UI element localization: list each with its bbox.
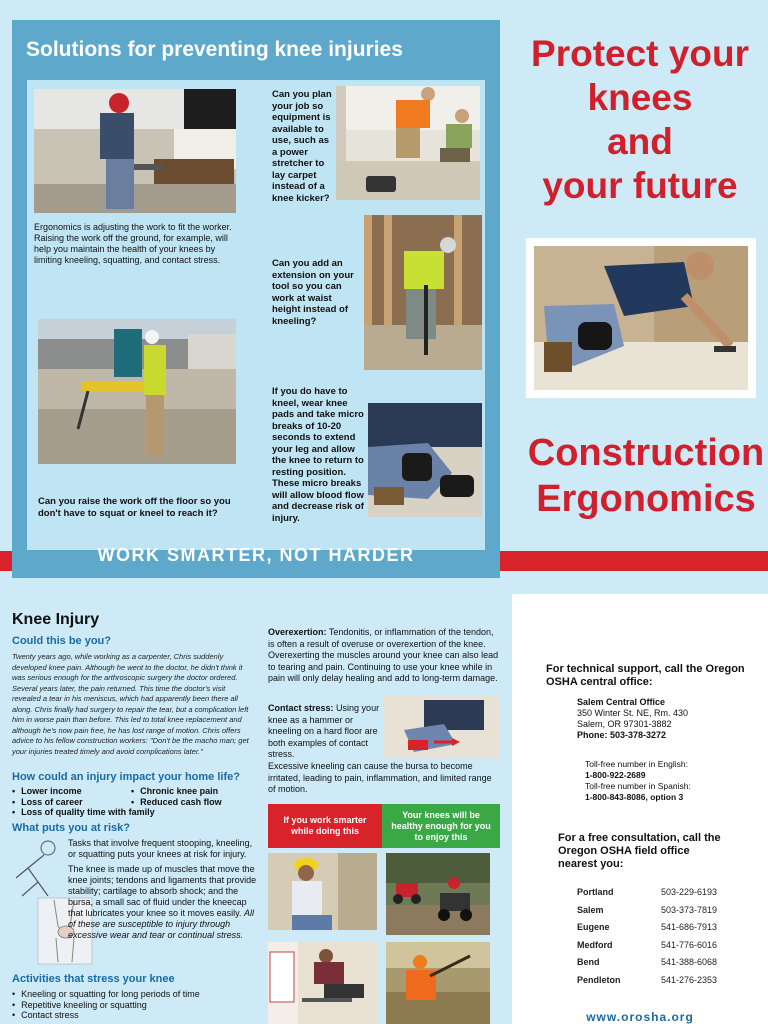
cover-title-line: and <box>607 121 673 162</box>
cover-title-line: Protect your <box>531 33 749 74</box>
contact-stress-label: Contact stress: <box>268 703 334 713</box>
question-plan-job: Can you plan your job so equipment is available to use, such as a power stretcher to lay carpet instead of a knee kicker? <box>272 89 332 204</box>
office-city: Portland <box>577 887 614 897</box>
office-address-2: Salem, OR 97301-3882 <box>577 719 672 729</box>
motto-banner: WORK SMARTER, NOT HARDER <box>97 545 415 565</box>
callout-work-smarter: If you work smarter while doing this <box>268 804 382 848</box>
contact-stress-paragraph <box>268 703 380 761</box>
impact-item: • Lower income <box>12 786 262 797</box>
contact-stress-text: Using your knee as a hammer or kneeling on a hard floor are both examples of contact stress. <box>268 703 380 759</box>
red-band-right <box>500 551 768 571</box>
consultation-heading: For a free consultation, call the Oregon OSHA field office nearest you: <box>558 832 721 870</box>
chris-story: Twenty years ago, while working as a carpenter, Chris suddenly developed knee pain. Although he went to the doctor, he didn't think it was serious enough for the arthroscopic surgery the doctor ordered. Several years later, the pain returned. This time the doctor's visit revealed a tear in his meniscus, which had apparently been there all along. Chris finally had surgery to repair the tear, but a complication left him in worse pain than before. This led to total knee replacement and although he's now pain free, he has lost range of motion. Chris offers advice to his fellow construction workers: "Don't be the macho man; get your injuries treated timely and avoid complications later." <box>12 652 249 756</box>
office-row <box>577 919 717 937</box>
anatomy-text-main: The knee is made up of muscles that move the knee joints; tendons and ligaments that provide stability; cartilage to absorb shock; and the bursa, a small sac of fluid under the kneecap that lubricates your knee so it moves easily. <box>68 864 257 918</box>
photo-carpet-stretcher <box>336 86 480 200</box>
impact-item: • Loss of career <box>12 797 262 808</box>
anatomy-text <box>68 864 258 941</box>
office-phone-number: 503-373-7819 <box>660 904 717 915</box>
red-band-left <box>0 551 12 571</box>
risk-heading: What puts you at risk? <box>12 822 130 834</box>
office-address-1: 350 Winter St. NE, Rm. 430 <box>577 708 689 718</box>
photo-hunter <box>386 942 490 1024</box>
tech-support-heading: For technical support, call the Oregon OSHA central office: <box>546 663 745 688</box>
office-city: Salem <box>577 904 604 915</box>
activities-list <box>12 989 262 1021</box>
question-raise-work: Can you raise the work off the floor so you don't have to squat or kneel to reach it? <box>38 496 231 519</box>
anatomy-text-italic: All of these are susceptible to injury through excessive wear and tear or continual stress. <box>68 908 254 940</box>
photo-kneeling-floor <box>268 942 377 1024</box>
cover-title <box>512 32 768 208</box>
central-office-block <box>577 697 757 741</box>
activities-heading: Activities that stress your knee <box>12 973 175 985</box>
risk-text: Tasks that involve frequent stooping, kneeling, or squatting puts your knees at risk for injury. <box>68 838 253 859</box>
office-city: Pendleton <box>577 974 621 985</box>
photo-kneeling-worker <box>534 246 748 390</box>
impact-item: • Loss of quality time with family <box>12 807 262 818</box>
activity-item: • Repetitive kneeling or squatting <box>12 1000 262 1011</box>
office-row <box>577 972 717 990</box>
office-phone-number: 541-276-2353 <box>660 974 717 985</box>
office-phone-number: 503-229-6193 <box>660 887 717 897</box>
activity-item: • Contact stress <box>12 1010 262 1021</box>
solutions-title: Solutions for preventing knee injuries <box>26 38 403 61</box>
cover-subtitle-line: Ergonomics <box>536 478 756 520</box>
photo-worker-saw <box>34 89 236 213</box>
cover-subtitle-line: Construction <box>527 432 765 474</box>
could-this-be-you-heading: Could this be you? <box>12 635 111 647</box>
bursa-text: Excessive kneeling can cause the bursa to become irritated, leading to pain, inflammation, and limited range of motion. <box>268 761 492 794</box>
photo-knee-pads <box>368 403 482 517</box>
impact-item: • Chronic knee pain <box>131 786 261 797</box>
toll-free-english-label: Toll-free number in English: <box>585 759 688 769</box>
photo-worker-hardhat <box>268 853 377 930</box>
question-extension: Can you add an extension on your tool so you can work at waist height instead of kneeling? <box>272 258 354 327</box>
toll-free-block <box>585 759 760 803</box>
office-name: Salem Central Office <box>577 697 666 707</box>
callout-healthy-knees: Your knees will be healthy enough for you to enjoy this <box>382 804 500 848</box>
office-phone: Phone: 503-378-3272 <box>577 730 667 740</box>
impact-item: • Reduced cash flow <box>131 797 261 808</box>
photo-atv-riders <box>386 853 490 935</box>
toll-free-english: 1-800-922-2689 <box>585 770 646 780</box>
office-city: Eugene <box>577 922 610 932</box>
overexertion-paragraph <box>268 627 500 685</box>
office-row <box>577 937 717 955</box>
photo-extension-tool <box>364 215 482 370</box>
overexertion-label: Overexertion: <box>268 627 327 637</box>
office-phone-number: 541-388-6068 <box>660 957 717 967</box>
knee-injury-heading: Knee Injury <box>12 611 100 628</box>
photo-table-saw <box>38 319 236 464</box>
office-phone-number: 541-686-7913 <box>660 922 717 932</box>
office-row <box>577 884 717 902</box>
office-row <box>577 954 717 972</box>
photo-knee-hammer <box>384 696 500 758</box>
impact-heading: How could an injury impact your home life? <box>12 771 240 783</box>
toll-free-spanish-label: Toll-free number in Spanish: <box>585 781 691 791</box>
question-knee-pads: If you do have to kneel, wear knee pads and take micro breaks of 10-20 seconds to extend your leg and allow the knee to return to resting position. These micro breaks will allow blood flow and decrease risk of injury. <box>272 386 364 524</box>
cover-subtitle <box>524 430 768 522</box>
field-offices-list <box>577 884 717 989</box>
cover-title-line: your future <box>542 165 738 206</box>
activity-item: • Kneeling or squatting for long periods of time <box>12 989 262 1000</box>
office-city: Bend <box>577 957 600 967</box>
office-city: Medford <box>577 939 613 950</box>
ergonomics-text: Ergonomics is adjusting the work to fit the worker. Raising the work off the ground, for example, will help you maintain the health of your knees by limiting kneeling, squatting, and contact stress. <box>34 222 232 265</box>
office-row <box>577 902 717 920</box>
toll-free-spanish: 1-800-843-8086, option 3 <box>585 792 684 802</box>
website-link[interactable]: www.orosha.org <box>586 1010 694 1024</box>
office-phone-number: 541-776-6016 <box>660 939 717 950</box>
impact-list-right <box>131 786 261 807</box>
cover-title-line: knees <box>587 77 693 118</box>
overexertion-text: Tendonitis, or inflammation of the tendon, is often a result of overuse or overexertion of the knee. Overexerting the muscles around your knee can also lead to tearing and pain. Continuing to use your knee while in pain will only delay healing and add to long-term damage. <box>268 627 499 683</box>
cover-photo-frame <box>526 238 756 398</box>
